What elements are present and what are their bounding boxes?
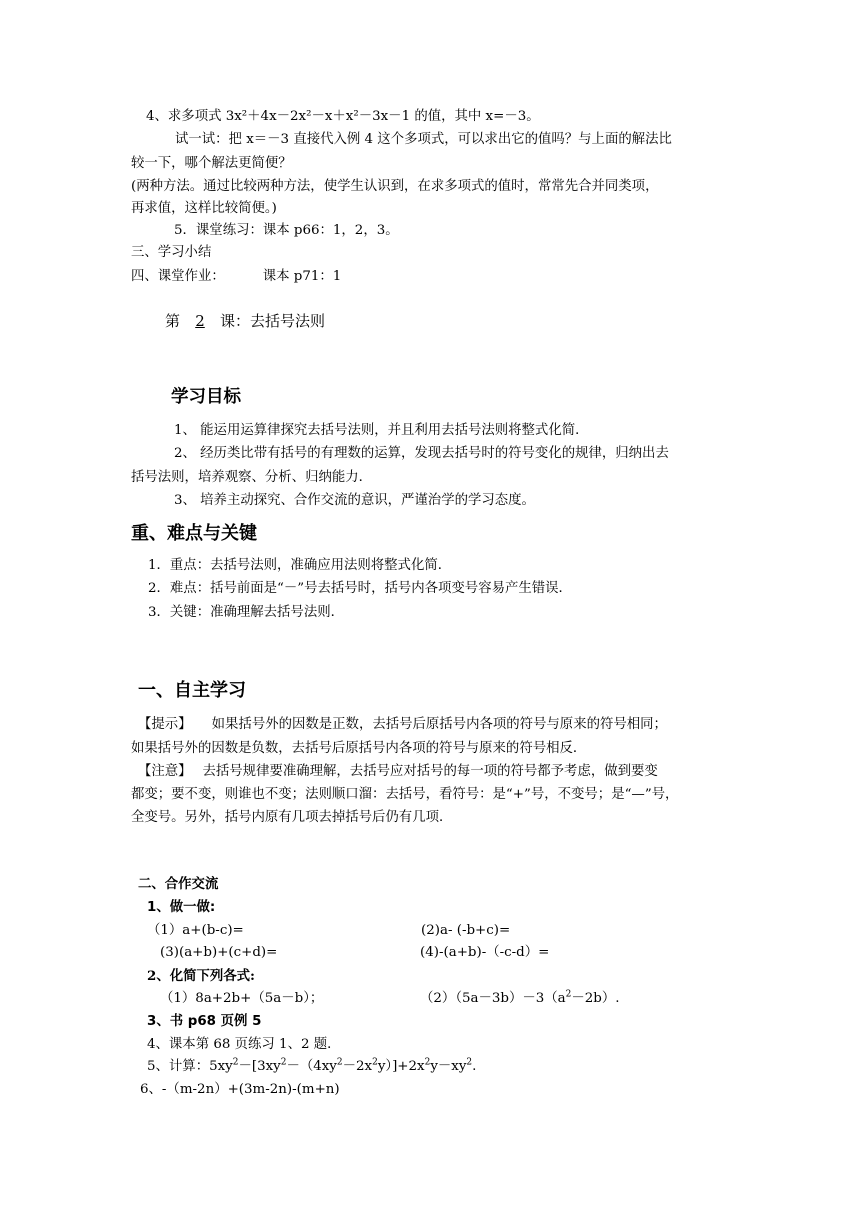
note-line-2: 再求值，这样比较简便。) [131,201,277,216]
lesson-number: 2 [195,312,205,330]
calc-part-1: 5、计算：5xy [147,1059,233,1074]
homework-label: 四、课堂作业： [131,269,225,284]
key-point-3: 3．关键：准确理解去括号法则． [148,605,344,620]
calc-sup-1: 2 [232,1057,239,1068]
simplify-2 [420,990,620,1008]
goal-2-line-1: 2、 经历类比带有括号的有理数的运算，发现去括号时的符号变化的规律，归纳出去 [174,446,669,461]
calc-part-7: . [472,1059,477,1074]
exercise-2: (2)a- (-b+c)= [421,923,511,938]
note-line-1: (两种方法。通过比较两种方法，使学生认识到，在求多项式的值时，常常先合并同类项， [131,179,659,194]
calc-sup-6: 2 [466,1057,473,1068]
goal-3: 3、 培养主动探究、合作交流的意识，严谨治学的学习态度。 [174,493,535,508]
key-point-2: 2．难点：括号前面是“－”号去括号时，括号内各项变号容易产生错误． [148,581,572,596]
question-5: 5．课堂练习：课本 p66：1，2，3。 [174,223,399,238]
exercise-4: (4)-(a+b)-（-c-d）= [420,945,550,960]
do-it-heading: 1、做一做: [147,900,216,915]
calc-sup-2: 2 [280,1057,287,1068]
exercise-6: 6、-（m-2n）+(3m-2n)-(m+n) [140,1082,340,1097]
keys-heading: 重、难点与关键 [131,523,257,544]
simplify-2-pre: （2）（5a－3b）－3（a [420,991,566,1006]
attention-line-3: 全变号。另外，括号内原有几项去掉括号后仍有几项． [131,810,453,825]
simplify-heading [147,967,255,986]
tip-line-2: 如果括号外的因数是负数，去括号后原括号内各项的符号与原来的符号相反． [131,741,587,756]
goal-2-line-2: 括号法则，培养观察、分析、归纳能力． [131,470,373,485]
calc-sup-4: 2 [372,1057,378,1068]
simplify-2-post: －2b）. [571,991,620,1006]
calculate-line [147,1058,476,1076]
homework-value: 课本 p71：1 [262,269,342,284]
lesson-prefix: 第 [165,312,181,330]
question-4: 4、求多项式 3x²＋4x－2x²－x＋x²－3x－1 的值，其中 x=－3。 [146,109,540,124]
lesson-title [165,311,325,331]
calc-part-5: y）]+2x [377,1059,425,1074]
book-example: 3、书 p68 页例 5 [147,1014,262,1029]
exercise-textbook: 4、课本第 68 页练习 1、2 题． [147,1037,341,1052]
calc-part-6: y－xy [430,1059,467,1074]
exercise-3: (3)(a+b)+(c+d)= [160,945,278,960]
simplify-1: （1）8a+2b+（5a－b）； [160,991,324,1006]
attention-line-2: 都变；要不变，则谁也不变；法则顺口溜：去括号，看符号：是“+”号，不变号；是“—”号， [131,787,679,802]
calc-part-3: －（4xy [286,1059,337,1074]
simplify-heading-text: 2、化简下列各式: [147,968,255,984]
self-study-heading: 一、自主学习 [138,680,246,701]
lesson-suffix: 课：去括号法则 [220,312,326,330]
attention-line-1: 【注意】 去括号规律要准确理解，去括号应对括号的每一项的符号都予考虑，做到要变 [138,764,658,779]
tip-line-1: 【提示】 如果括号外的因数是正数，去括号后原括号内各项的符号与原来的符号相同； [138,717,667,732]
try-line-1: 试一试：把 x＝－3 直接代入例 4 这个多项式，可以求出它的值吗？与上面的解法比 [175,132,672,147]
goal-1: 1、 能运用运算律探究去括号法则，并且利用去括号法则将整式化简． [174,423,589,438]
key-point-1: 1．重点：去括号法则，准确应用法则将整式化简． [148,558,452,573]
calc-part-4: －2x [342,1059,373,1074]
exercise-1: （1）a+(b-c)= [147,923,244,938]
coop-heading: 二、合作交流 [138,877,219,892]
simplify-2-sup: 2 [565,989,572,1000]
calc-part-2: －[3xy [238,1059,281,1074]
try-line-2: 较一下，哪个解法更简便？ [131,156,292,171]
goals-heading: 学习目标 [171,387,241,407]
section-4-homework [131,268,341,286]
calc-sup-3: 2 [336,1057,343,1068]
calc-sup-5: 2 [424,1057,431,1068]
section-3-summary: 三、学习小结 [131,245,212,260]
